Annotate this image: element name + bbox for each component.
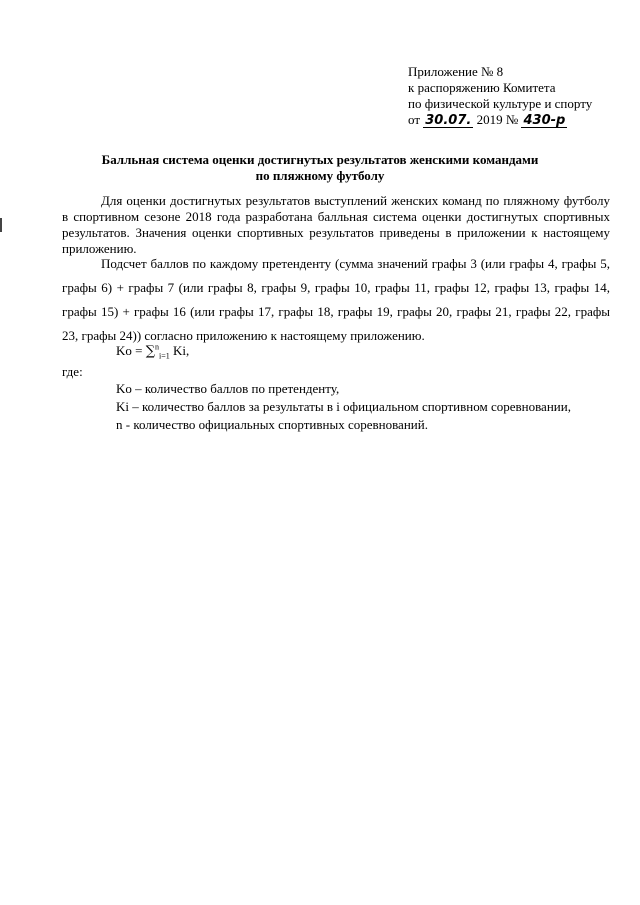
title-line-2: по пляжному футболу (255, 168, 385, 183)
definitions-list (116, 380, 616, 434)
definition-n: n - количество официальных спортивных соревнований. (116, 417, 428, 432)
appendix-header (408, 64, 628, 128)
date-prefix: от (408, 112, 421, 127)
paragraph-intro: Для оценки достигнутых результатов выступлений женских команд по пляжному футболу в спортивном сезоне 2018 года разработана балльная система оценки достигнутых спортивных результатов. Значения оценки спортивных результатов приведены в приложении к настоящему приложению. (62, 193, 610, 256)
sum-symbol: ∑ (145, 344, 156, 359)
document-title (60, 152, 580, 184)
paragraph-calculation: Подсчет баллов по каждому претенденту (сумма значений графы 3 (или графы 4, графы 5, графы 6) + графы 7 (или графы 8, графы 9, графы 10, графы 11, графы 12, графы 13, графы 14, графы 15) + графы 16 (или графы 17, графы 18, графы 19, графы 20, графы 21, графы 22, графы 23, графы 24)) согласно приложению к настоящему приложению. (62, 256, 610, 343)
appendix-order-ref: к распоряжению Комитета (408, 80, 556, 95)
year-number-label: 2019 № (476, 112, 519, 127)
sum-lower-limit: i=1 (159, 351, 170, 361)
where-label: где: (62, 364, 83, 379)
definition-ki: Ki – количество баллов за результаты в i официальном спортивном соревновании, (116, 399, 571, 414)
appendix-committee: по физической культуре и спорту (408, 96, 593, 111)
sum-upper-limit: n (155, 342, 160, 352)
formula-rhs: Ki, (173, 343, 190, 358)
formula (116, 343, 189, 359)
formula-lhs: Ko = (116, 343, 143, 358)
appendix-number: Приложение № 8 (408, 64, 504, 79)
appendix-date-line (408, 112, 628, 128)
handwritten-order-number: 430-р (523, 113, 566, 128)
margin-mark (0, 218, 2, 232)
handwritten-date: 30.07. (425, 113, 472, 128)
definition-ko: Ko – количество баллов по претенденту, (116, 381, 340, 396)
title-line-1: Балльная система оценки достигнутых результатов женскими командами (101, 152, 539, 167)
